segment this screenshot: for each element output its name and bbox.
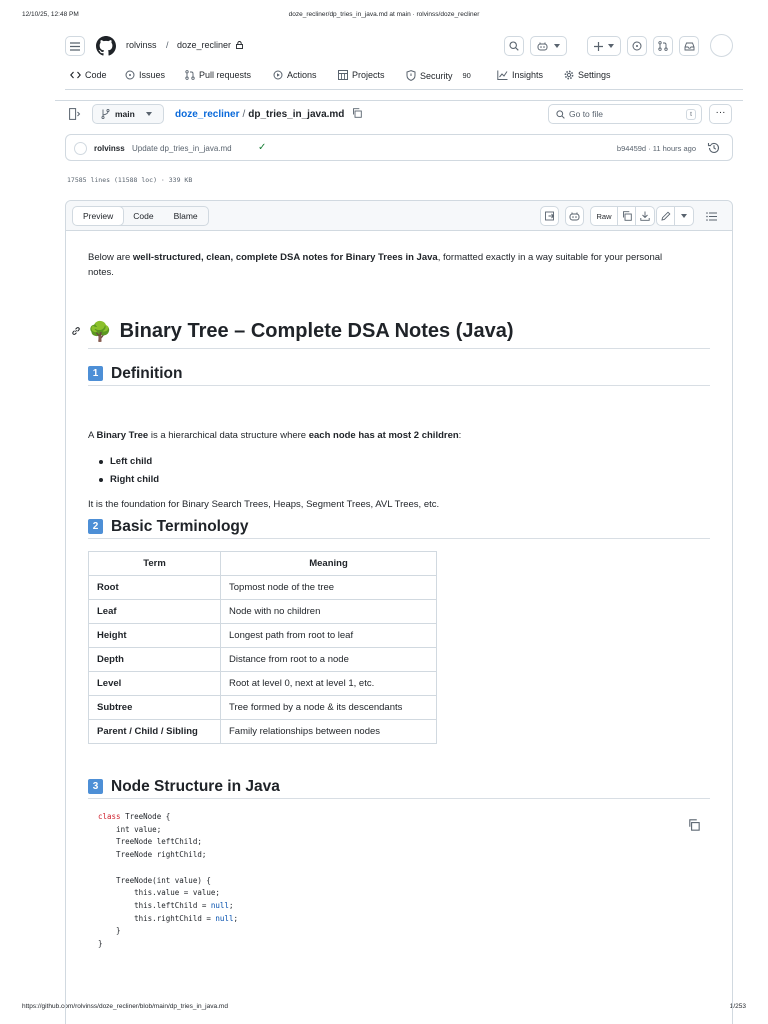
null-token: null xyxy=(210,900,229,910)
tab-pull-requests[interactable] xyxy=(185,70,251,80)
intro-text-end: , formatted exactly in a way suitable for your personal notes. xyxy=(88,252,663,278)
meaning-cell: Tree formed by a node & its descendants xyxy=(221,696,437,720)
user-avatar[interactable] xyxy=(710,34,733,57)
code-line: int value; xyxy=(98,824,162,834)
meaning-cell: Topmost node of the tree xyxy=(221,576,437,600)
table-row xyxy=(89,648,437,672)
copy-icon[interactable] xyxy=(688,819,700,831)
main-heading-text: Binary Tree – Complete DSA Notes (Java) xyxy=(119,320,514,342)
inbox-icon xyxy=(684,42,695,51)
repo-link-label: doze_recliner xyxy=(177,40,232,50)
code-block xyxy=(88,811,710,961)
edit-button[interactable] xyxy=(657,207,675,225)
raw-actions-group xyxy=(590,206,655,226)
shortcut-key: t xyxy=(686,109,696,120)
keycap-number-icon: 3 xyxy=(88,779,103,794)
code-token: this.rightChild = xyxy=(98,913,216,923)
commit-sha-time[interactable]: b94459d · 11 hours ago xyxy=(616,144,696,153)
copilot-button[interactable] xyxy=(530,36,567,56)
chevron-down-icon xyxy=(146,112,152,116)
table-header-row xyxy=(89,552,437,576)
repo-nav xyxy=(65,68,743,90)
tab-security-label: Security xyxy=(420,70,453,81)
section-heading-node-structure xyxy=(88,775,710,799)
keycap-number-icon: 1 xyxy=(88,366,103,381)
link-icon[interactable] xyxy=(71,326,81,336)
print-title: doze_recliner/dp_tries_in_java.md at main · rolvinss/doze_recliner xyxy=(288,11,480,18)
def-bold-1: Binary Tree xyxy=(96,430,149,441)
github-logo-icon[interactable] xyxy=(96,36,116,56)
def-text-2: is a hierarchical data structure where xyxy=(148,430,309,441)
symbols-button[interactable] xyxy=(540,206,559,226)
copy-icon xyxy=(622,211,632,221)
term-cell: Subtree xyxy=(89,696,221,720)
download-button[interactable] xyxy=(636,207,654,225)
shield-icon xyxy=(406,70,416,81)
table-icon xyxy=(338,70,348,80)
code-token: this.leftChild = xyxy=(98,900,211,910)
owner-link[interactable]: rolvinss xyxy=(126,40,157,50)
code-line: TreeNode(int value) { xyxy=(98,875,211,885)
section-heading-definition xyxy=(88,362,710,386)
code-line xyxy=(88,900,710,913)
copy-icon[interactable] xyxy=(352,108,362,118)
table-row xyxy=(89,720,437,744)
history-icon[interactable] xyxy=(707,141,721,155)
table-row xyxy=(89,576,437,600)
code-icon xyxy=(70,71,81,79)
term-cell: Leaf xyxy=(89,600,221,624)
issue-opened-icon xyxy=(125,70,135,80)
section-heading-text: Node Structure in Java xyxy=(111,777,280,795)
list-unordered-icon xyxy=(706,212,717,221)
meaning-cell: Distance from root to a node xyxy=(221,648,437,672)
def-bold-2: each node has at most 2 children xyxy=(308,430,459,441)
file-path-breadcrumb xyxy=(175,108,362,120)
repo-link[interactable] xyxy=(177,40,243,50)
menu-button[interactable] xyxy=(65,36,85,56)
tab-security[interactable] xyxy=(406,70,471,81)
pull-requests-shortcut-button[interactable] xyxy=(653,36,673,56)
def-text-1: A xyxy=(88,430,97,441)
code-line: } xyxy=(98,926,121,936)
tab-settings[interactable] xyxy=(564,70,611,80)
view-mode-segmented-control xyxy=(72,206,209,226)
preview-tab[interactable]: Preview xyxy=(72,206,124,226)
foundation-paragraph: It is the foundation for Binary Search Trees, Heaps, Segment Trees, AVL Trees, etc. xyxy=(88,499,440,510)
section-heading-text: Definition xyxy=(111,364,183,382)
issues-shortcut-button[interactable] xyxy=(627,36,647,56)
raw-button[interactable]: Raw xyxy=(591,207,618,225)
term-cell: Level xyxy=(89,672,221,696)
table-row xyxy=(89,696,437,720)
table-row xyxy=(89,624,437,648)
meaning-cell: Node with no children xyxy=(221,600,437,624)
list-item: Left child xyxy=(99,453,159,471)
meaning-cell: Root at level 0, next at level 1, etc. xyxy=(221,672,437,696)
blame-tab[interactable]: Blame xyxy=(173,211,198,221)
code-line xyxy=(88,811,710,824)
tab-issues-label: Issues xyxy=(139,70,166,80)
def-text-3: : xyxy=(458,430,462,441)
terminology-table xyxy=(88,551,437,744)
tab-code[interactable] xyxy=(70,70,107,80)
file-symbols-icon xyxy=(545,211,555,221)
outline-button[interactable] xyxy=(702,206,720,226)
keyword-token: class xyxy=(98,812,121,821)
tab-actions[interactable] xyxy=(273,70,317,80)
code-line xyxy=(88,913,710,926)
table-row xyxy=(89,672,437,696)
git-pull-request-icon xyxy=(658,41,668,51)
children-list xyxy=(99,453,159,489)
download-icon xyxy=(640,211,650,221)
file-stats: 17585 lines (11588 loc) · 339 KB xyxy=(67,176,193,184)
play-icon xyxy=(273,70,283,80)
code-token: ; xyxy=(228,900,234,910)
path-repo-link[interactable]: doze_recliner xyxy=(175,109,240,120)
file-header-bar xyxy=(55,100,743,126)
print-page-number: 1/253 xyxy=(729,1003,746,1010)
tab-pull-requests-label: Pull requests xyxy=(199,70,252,80)
gear-icon xyxy=(564,70,574,80)
code-line: TreeNode rightChild; xyxy=(98,850,207,860)
search-icon xyxy=(509,41,519,51)
commit-author[interactable]: rolvinss xyxy=(94,144,125,153)
chevron-down-icon xyxy=(681,214,687,218)
code-line xyxy=(88,862,710,875)
code-token: TreeNode { xyxy=(120,812,171,821)
term-cell: Parent / Child / Sibling xyxy=(89,720,221,744)
branch-selector[interactable] xyxy=(92,104,164,124)
graph-icon xyxy=(497,70,508,80)
print-header xyxy=(0,11,768,23)
tab-projects[interactable] xyxy=(338,70,385,80)
meaning-cell: Family relationships between nodes xyxy=(221,720,437,744)
section-heading-terminology xyxy=(88,515,710,539)
tree-emoji-icon: 🌳 xyxy=(88,321,112,343)
create-new-button[interactable] xyxy=(587,36,621,56)
tab-issues[interactable] xyxy=(125,70,165,80)
term-cell: Height xyxy=(89,624,221,648)
commit-author-avatar[interactable] xyxy=(74,142,87,155)
plus-icon xyxy=(594,42,603,51)
copilot-icon xyxy=(569,211,580,221)
column-header: Term xyxy=(89,552,221,576)
lock-icon xyxy=(236,41,243,49)
keycap-number-icon: 2 xyxy=(88,519,103,534)
code-token: ; xyxy=(233,913,238,923)
copilot-chat-button[interactable] xyxy=(565,206,584,226)
intro-text: Below are xyxy=(88,252,133,263)
tab-actions-label: Actions xyxy=(287,70,317,80)
main-heading xyxy=(88,315,710,349)
security-count-badge: 90 xyxy=(462,71,471,80)
code-line: this.value = value; xyxy=(98,888,220,898)
null-token: null xyxy=(215,913,234,923)
hamburger-icon xyxy=(70,42,80,51)
more-options-button[interactable]: ··· xyxy=(709,104,732,124)
intro-bold: well-structured, clean, complete DSA notes for Binary Trees in Java xyxy=(132,252,438,263)
intro-paragraph xyxy=(88,250,688,280)
print-datetime: 12/10/25, 12:48 PM xyxy=(22,11,79,18)
code-line: TreeNode leftChild; xyxy=(98,837,202,847)
chevron-down-icon xyxy=(554,44,560,48)
commit-message[interactable]: Update dp_tries_in_java.md xyxy=(132,144,232,153)
tab-insights-label: Insights xyxy=(512,70,544,80)
term-cell: Root xyxy=(89,576,221,600)
issue-opened-icon xyxy=(632,41,642,51)
code-line: } xyxy=(98,939,103,949)
edit-dropdown-button[interactable] xyxy=(675,207,693,225)
search-icon xyxy=(556,110,565,119)
file-viewer xyxy=(65,200,733,1024)
tab-insights[interactable] xyxy=(497,70,543,80)
global-header xyxy=(65,34,743,58)
tab-code-label: Code xyxy=(85,70,107,80)
path-separator: / xyxy=(242,109,246,120)
meaning-cell: Longest path from root to leaf xyxy=(221,624,437,648)
tab-projects-label: Projects xyxy=(352,70,385,80)
git-pull-request-icon xyxy=(185,70,195,80)
git-branch-icon xyxy=(101,109,110,119)
section-heading-text: Basic Terminology xyxy=(111,517,249,535)
viewer-toolbar xyxy=(66,201,732,231)
definition-paragraph xyxy=(88,428,461,443)
column-header: Meaning xyxy=(221,552,437,576)
pencil-icon xyxy=(661,211,671,221)
inbox-button[interactable] xyxy=(679,36,699,56)
table-row xyxy=(89,600,437,624)
tab-settings-label: Settings xyxy=(578,70,611,80)
sidebar-expand-icon[interactable] xyxy=(69,108,81,120)
edit-actions-group xyxy=(656,206,694,226)
code-tab[interactable]: Code xyxy=(133,211,154,221)
go-to-file-placeholder: Go to file xyxy=(569,109,604,119)
breadcrumb-slash: / xyxy=(166,40,169,50)
branch-name: main xyxy=(115,109,135,119)
term-cell: Depth xyxy=(89,648,221,672)
chevron-down-icon xyxy=(608,44,614,48)
copy-raw-button[interactable] xyxy=(618,207,636,225)
latest-commit-box xyxy=(65,134,733,161)
path-filename: dp_tries_in_java.md xyxy=(248,109,345,120)
list-item: Right child xyxy=(99,471,159,489)
print-url: https://github.com/rolvinss/doze_recliner/blob/main/dp_tries_in_java.md xyxy=(22,1003,228,1010)
go-to-file-input[interactable] xyxy=(548,104,702,124)
search-button[interactable] xyxy=(504,36,524,56)
copilot-icon xyxy=(537,41,548,51)
check-icon: ✓ xyxy=(258,142,267,153)
